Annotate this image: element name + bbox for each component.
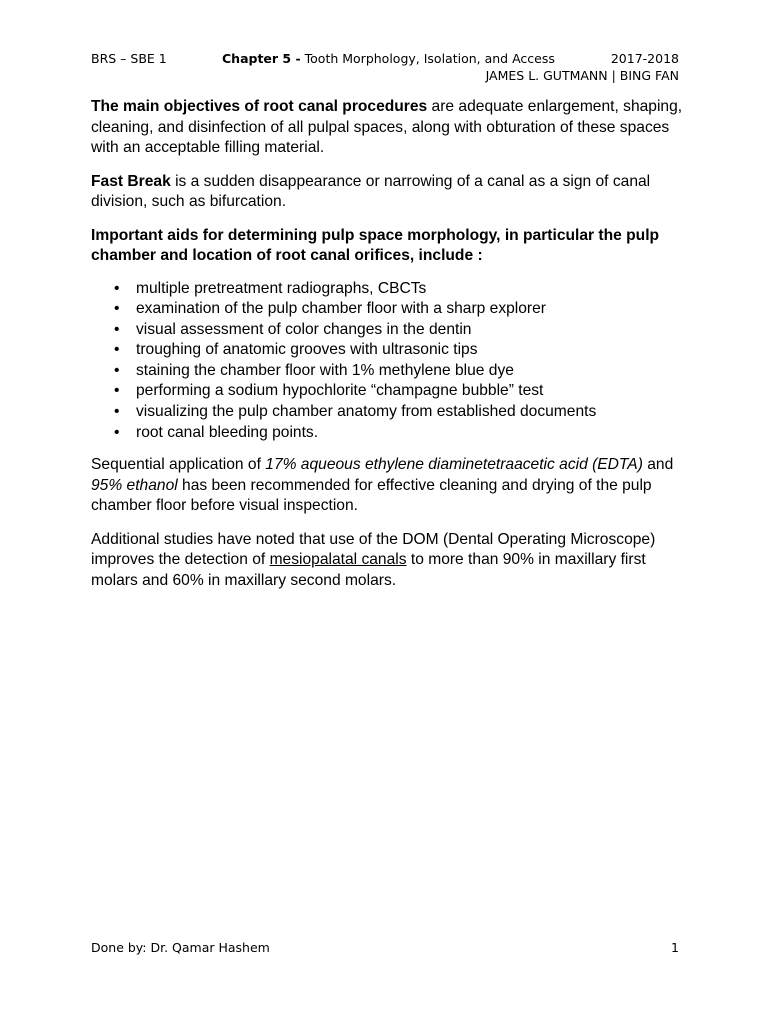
bullet-icon: •	[114, 300, 120, 318]
bullet-icon: •	[114, 403, 120, 421]
list-item-text: examination of the pulp chamber floor with a sharp explorer	[136, 300, 546, 318]
list-item	[114, 320, 687, 341]
paragraph-edta	[91, 455, 687, 517]
page-body	[91, 97, 687, 604]
list-item	[114, 299, 687, 320]
list-item-text: visualizing the pulp chamber anatomy from established documents	[136, 403, 597, 421]
list-item	[114, 361, 687, 382]
page-number: 1	[671, 940, 679, 955]
chapter-number: Chapter 5 -	[222, 51, 301, 66]
list-item-text: performing a sodium hypochlorite “champagne bubble” test	[136, 382, 544, 400]
fast-break-text: is a sudden disappearance or narrowing of a canal as a sign of canal division, such as bifurcation.	[91, 172, 651, 210]
paragraph-objectives	[91, 97, 687, 159]
bullet-icon: •	[114, 320, 120, 338]
edta-text-1: Sequential application of	[91, 456, 266, 474]
fast-break-term: Fast Break	[91, 172, 171, 190]
list-item-text: staining the chamber floor with 1% methylene blue dye	[136, 361, 514, 379]
authors: JAMES L. GUTMANN | BING FAN	[485, 68, 679, 83]
bullet-icon: •	[114, 361, 120, 379]
edta-term: 17% aqueous ethylene diaminetetraacetic acid (EDTA)	[265, 456, 643, 474]
dom-text-1: Additional studies have noted that use of the DOM (Dental Operating Microscope) improves the detection of	[91, 530, 656, 569]
page-footer	[91, 940, 679, 958]
chapter-name: Tooth Morphology, Isolation, and Access	[300, 51, 555, 66]
aids-heading: Important aids for determining pulp space morphology, in particular the pulp chamber and location of root canal orifices, include :	[91, 226, 660, 264]
dom-text-2: to more than 90% in maxillary first molars and 60% in maxillary second molars.	[91, 551, 646, 589]
header-row-top	[91, 50, 679, 67]
list-item	[114, 279, 687, 300]
list-item	[114, 340, 687, 361]
objectives-text: are adequate enlargement, shaping, cleaning, and disinfection of all pulpal spaces, along with obturation of these spaces with an acceptable filling material.	[91, 98, 683, 156]
bullet-icon: •	[114, 382, 120, 400]
list-item-text: multiple pretreatment radiographs, CBCTs	[136, 279, 427, 297]
page-header	[91, 50, 679, 84]
objectives-term: The main objectives of root canal procedures	[91, 98, 428, 115]
ethanol-term: 95% ethanol	[91, 476, 178, 494]
header-row-authors	[91, 67, 679, 84]
edta-text-2: and	[642, 456, 674, 474]
bullet-icon: •	[114, 279, 120, 297]
aids-list	[91, 279, 687, 444]
edta-text-3: has been recommended for effective cleaning and drying of the pulp chamber floor before visual inspection.	[91, 476, 652, 515]
course-code: BRS – SBE 1	[91, 51, 167, 66]
mesiopalatal-canals-term: mesiopalatal canals	[269, 551, 407, 569]
paragraph-dom	[91, 530, 687, 592]
bullet-icon: •	[114, 423, 120, 441]
list-item-text: visual assessment of color changes in the dentin	[136, 320, 472, 338]
list-item	[114, 423, 687, 444]
academic-year: 2017-2018	[610, 51, 679, 66]
list-item-text: troughing of anatomic grooves with ultrasonic tips	[136, 341, 478, 359]
author-credit: Done by: Dr. Qamar Hashem	[91, 940, 270, 955]
list-item	[114, 381, 687, 402]
paragraph-fast-break	[91, 172, 687, 213]
chapter-title	[222, 50, 555, 67]
list-item	[114, 402, 687, 423]
list-item-text: root canal bleeding points.	[136, 423, 319, 441]
bullet-icon: •	[114, 341, 120, 359]
